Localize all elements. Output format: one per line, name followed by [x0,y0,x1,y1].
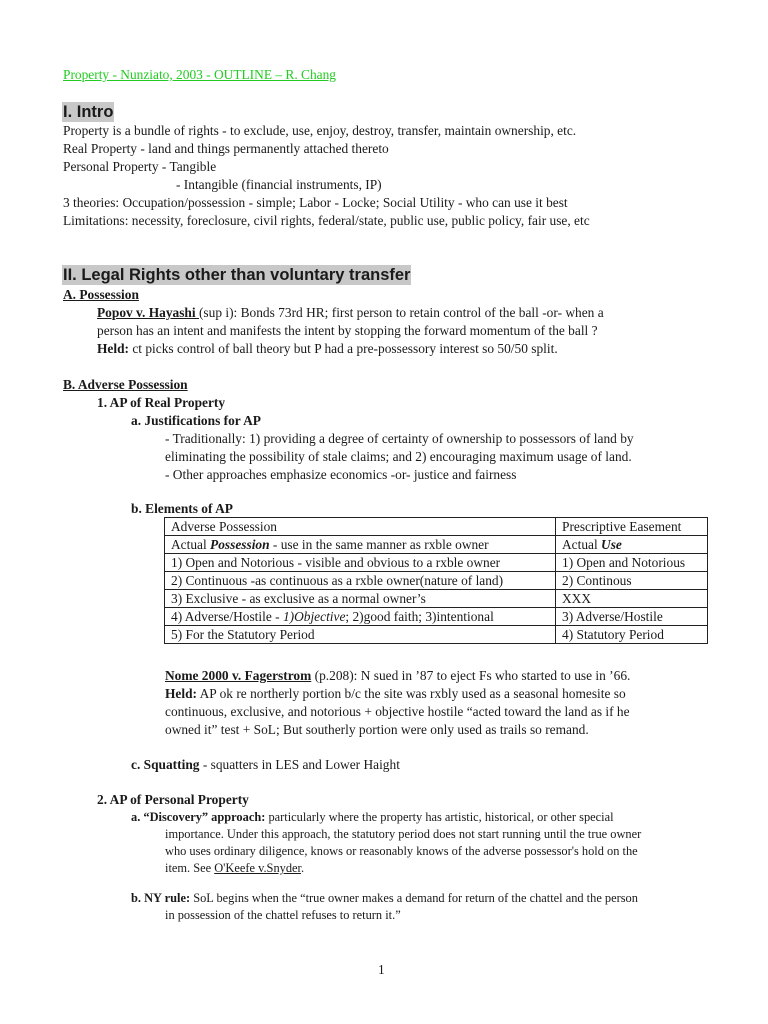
table-cell: 5) For the Statutory Period [165,626,556,644]
table-cell: 1) Open and Notorious - visible and obvious to a rxble owner [165,554,556,572]
case-name-nome: Nome 2000 v. Fagerstrom [165,668,312,683]
discovery-line: who uses ordinary diligence, knows or reasonably knows of the adverse possessor's hold on the [165,844,638,858]
table-row [165,608,708,626]
held-text: ct picks control of ball theory but P had a pre-possessory interest so 50/50 split. [129,341,558,356]
squatting-label: c. Squatting [131,757,200,772]
table-row [165,518,708,536]
table-cell: 4) Adverse/Hostile - 1)Objective; 2)good faith; 3)intentional [165,608,556,626]
intro-line: - Intangible (financial instruments, IP) [176,177,382,192]
case-name-popov: Popov v. Hayashi [97,305,199,320]
popov-line [97,304,604,322]
squatting-text: - squatters in LES and Lower Haight [199,757,400,772]
document-header: Property - Nunziato, 2003 - OUTLINE – R. Chang [63,67,336,82]
table-cell: 2) Continuous -as continuous as a rxble owner(nature of land) [165,572,556,590]
nome-case-line [165,667,630,685]
table-header-cell: Prescriptive Easement [556,518,708,536]
adverse-possession-label: B. Adverse Possession [63,377,188,392]
table-cell: 3) Adverse/Hostile [556,608,708,626]
intro-line: 3 theories: Occupation/possession - simple; Labor - Locke; Social Utility - who can use it best [63,195,568,210]
elements-label: b. Elements of AP [131,501,233,516]
discovery-label: a. “Discovery” approach: [131,810,266,824]
discovery-line: importance. Under this approach, the statutory period does not start running until the true owner [165,827,642,841]
case-link-okeefe: O'Keefe v.Snyder [214,861,301,875]
justification-line: - Traditionally: 1) providing a degree of certainty of ownership to possessors of land by [165,431,634,446]
discovery-line [131,808,614,826]
section-heading-legal-rights: II. Legal Rights other than voluntary transfer [63,266,411,284]
intro-line: Personal Property - Tangible [63,159,217,174]
popov-line2: person has an intent and manifests the intent by stopping the forward momentum of the ball ? [97,323,598,338]
held-text: AP ok re northerly portion b/c the site was rxbly used as a seasonal homesite so [197,686,626,701]
nome-line: continuous, exclusive, and notorious + objective hostile “acted toward the land as if he [165,704,630,719]
ny-rule-line [131,889,638,907]
intro-line: Limitations: necessity, foreclosure, civil rights, federal/state, public use, public policy, fair use, etc [63,213,590,228]
section-heading-intro: I. Intro [63,103,114,121]
real-property-label: 1. AP of Real Property [97,395,226,410]
nome-held-line [165,685,626,703]
justification-line: eliminating the possibility of stale claims; and 2) encouraging maximum usage of land. [165,449,632,464]
table-cell: 4) Statutory Period [556,626,708,644]
justification-line: - Other approaches emphasize economics -or- justice and fairness [165,467,517,482]
possession-label: A. Possession [63,287,139,302]
table-cell: 1) Open and Notorious [556,554,708,572]
table-cell: 3) Exclusive - as exclusive as a normal owner’s [165,590,556,608]
discovery-text: particularly where the property has artistic, historical, or other special [265,810,614,824]
intro-line: Real Property - land and things permanently attached thereto [63,141,389,156]
elements-table [164,517,708,644]
popov-held [97,340,558,358]
table-row [165,626,708,644]
held-label: Held: [97,341,129,356]
held-label: Held: [165,686,197,701]
table-row [165,554,708,572]
ny-rule-label: b. NY rule: [131,891,191,905]
table-row [165,536,708,554]
table-cell: Actual Possession - use in the same manner as rxble owner [165,536,556,554]
table-cell: 2) Continous [556,572,708,590]
table-header-cell: Adverse Possession [165,518,556,536]
intro-line: Property is a bundle of rights - to exclude, use, enjoy, destroy, transfer, maintain ownership, etc. [63,123,577,138]
personal-property-label: 2. AP of Personal Property [97,792,249,807]
table-cell: Actual Use [556,536,708,554]
table-cell: XXX [556,590,708,608]
ny-rule-text: SoL begins when the “true owner makes a demand for return of the chattel and the person [190,891,638,905]
table-row [165,590,708,608]
table-row [165,572,708,590]
discovery-line: item. See O'Keefe v.Snyder. [165,861,305,875]
nome-line: owned it” test + SoL; But southerly portion were only used as trails so remand. [165,722,589,737]
case-text: (p.208): N sued in ’87 to eject Fs who started to use in ’66. [311,668,631,683]
justifications-label: a. Justifications for AP [131,413,261,428]
case-text: (sup i): Bonds 73rd HR; first person to retain control of the ball -or- when a [198,305,604,320]
squatting-line [131,756,400,774]
page-number: 1 [378,962,385,977]
ny-rule-line2: in possession of the chattel refuses to return it.” [165,908,401,922]
